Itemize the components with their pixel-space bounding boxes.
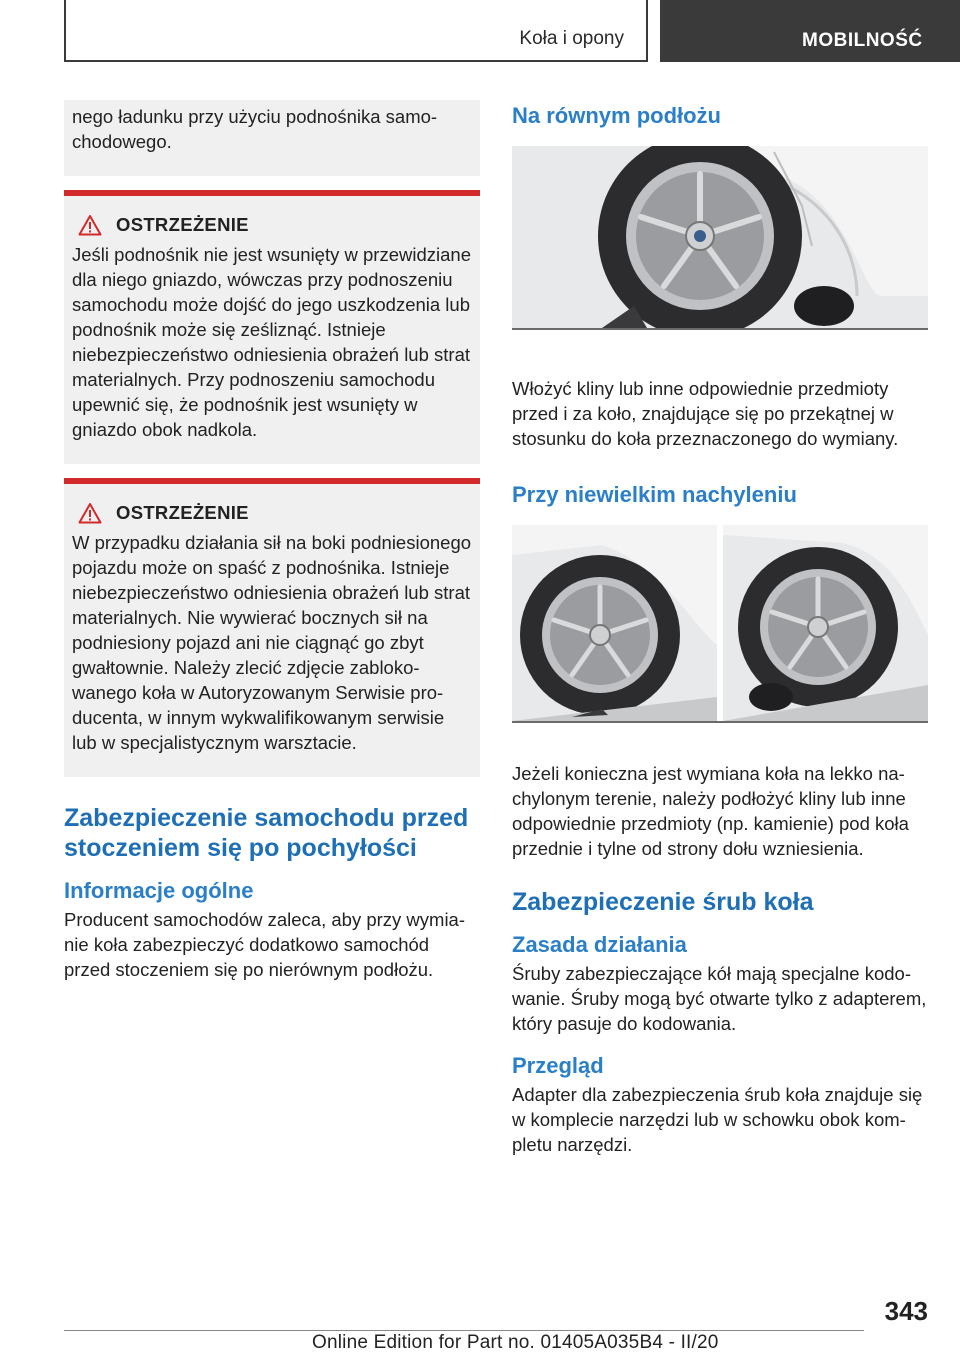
level-ground-text: Włożyć kliny lub inne odpowiednie przedmioty przed i za koło, znajdujące się po przekątnej w stosunku do koła przeznaczonego do wymiany. (512, 378, 899, 449)
subsection-text: Producent samochodów zaleca, aby przy wymianie koła zabezpieczyć dodatkowo samochód przed stoczeniem się po nierównym podłożu. (64, 909, 466, 980)
chapter-title: Koła i opony (519, 28, 624, 49)
warning-box-1 (64, 190, 480, 464)
page-number: 343 (884, 1296, 928, 1326)
page-header (64, 0, 960, 66)
left-column (64, 100, 480, 982)
warning-title: OSTRZEŻENIE (116, 502, 249, 523)
wheel-on-slope-illustration (512, 525, 717, 721)
slope-front-wheel-image (512, 525, 717, 721)
level-ground-heading: Na równym podłożu (512, 103, 721, 128)
continued-text: nego ładunku przy użyciu podnośnika samochodowego. (72, 106, 438, 152)
level-ground-illustration (512, 146, 928, 330)
slope-heading: Przy niewielkim nachyleniu (512, 482, 797, 507)
lockbolt-heading: Zabezpieczenie śrub koła (512, 888, 814, 916)
section-heading: Zabezpieczenie samochodu przed stoczeniem się po pochyłości (64, 804, 469, 862)
footer-edition: Online Edition for Part no. 01405A035B4 - II/20 (312, 1332, 719, 1353)
figure-rule (512, 721, 928, 723)
footer-divider (64, 1330, 864, 1331)
principle-text: Śruby zabezpieczające kół mają specjalne kodowanie. Śruby mogą być otwarte tylko z adapterem, który pasuje do kodowania. (512, 963, 927, 1034)
section-title: MOBILNOŚĆ (802, 30, 923, 51)
overview-text: Adapter dla zabezpieczenia śrub koła znajduje się w komplecie narzędzi lub w schowku obok kompletu narzędzi. (512, 1084, 923, 1155)
slope-rear-wheel-image (723, 525, 928, 721)
warning-box-2 (64, 478, 480, 777)
wheel-with-chock-illustration (723, 525, 928, 721)
warning-title: OSTRZEŻENIE (116, 214, 249, 235)
right-column (512, 100, 928, 1157)
warning-text: W przypadku działania sił na boki podniesionego pojazdu może on spaść z podnośnika. Istnieje niebezpieczeństwo odniesienia obrażeń lub strat materialnych. Nie wywierać bocznych sił na podniesiony pojazd ani nie ciągnąć go zbyt gwałtownie. Należy zlecić zdjęcie zablokowanego koła w Autoryzowanym Serwisie producenta, w innym wykwalifikowanym serwisie lub w specjalistycznym warsztacie. (72, 532, 472, 753)
slope-text: Jeżeli konieczna jest wymiana koła na lekko nachylonym terenie, należy podłożyć kliny lub inne odpowiednie przedmioty (np. kamienie) pod koła przednie i tylne od strony dołu wzniesienia. (512, 763, 909, 859)
chapter-tab (64, 0, 648, 62)
warning-triangle-icon (78, 214, 102, 236)
section-tab (660, 0, 960, 62)
slope-illustrations (512, 525, 928, 721)
subsection-heading: Informacje ogólne (64, 878, 254, 903)
overview-heading: Przegląd (512, 1053, 604, 1078)
car-wheel-illustration (512, 146, 928, 330)
warning-triangle-icon (78, 502, 102, 524)
principle-heading: Zasada działania (512, 932, 687, 957)
continued-text-box (64, 100, 480, 176)
warning-text: Jeśli podnośnik nie jest wsunięty w przewidziane dla niego gniazdo, wówczas przy podnoszeniu samochodu może dojść do jego uszkodzenia lub podnośnik może się ześliznąć. Istnieje niebezpieczeństwo odniesienia obrażeń lub strat materialnych. Przy podnoszeniu samochodu upewnić się, że podnośnik jest wsunięty w gniazdo obok nadkola. (72, 244, 471, 440)
